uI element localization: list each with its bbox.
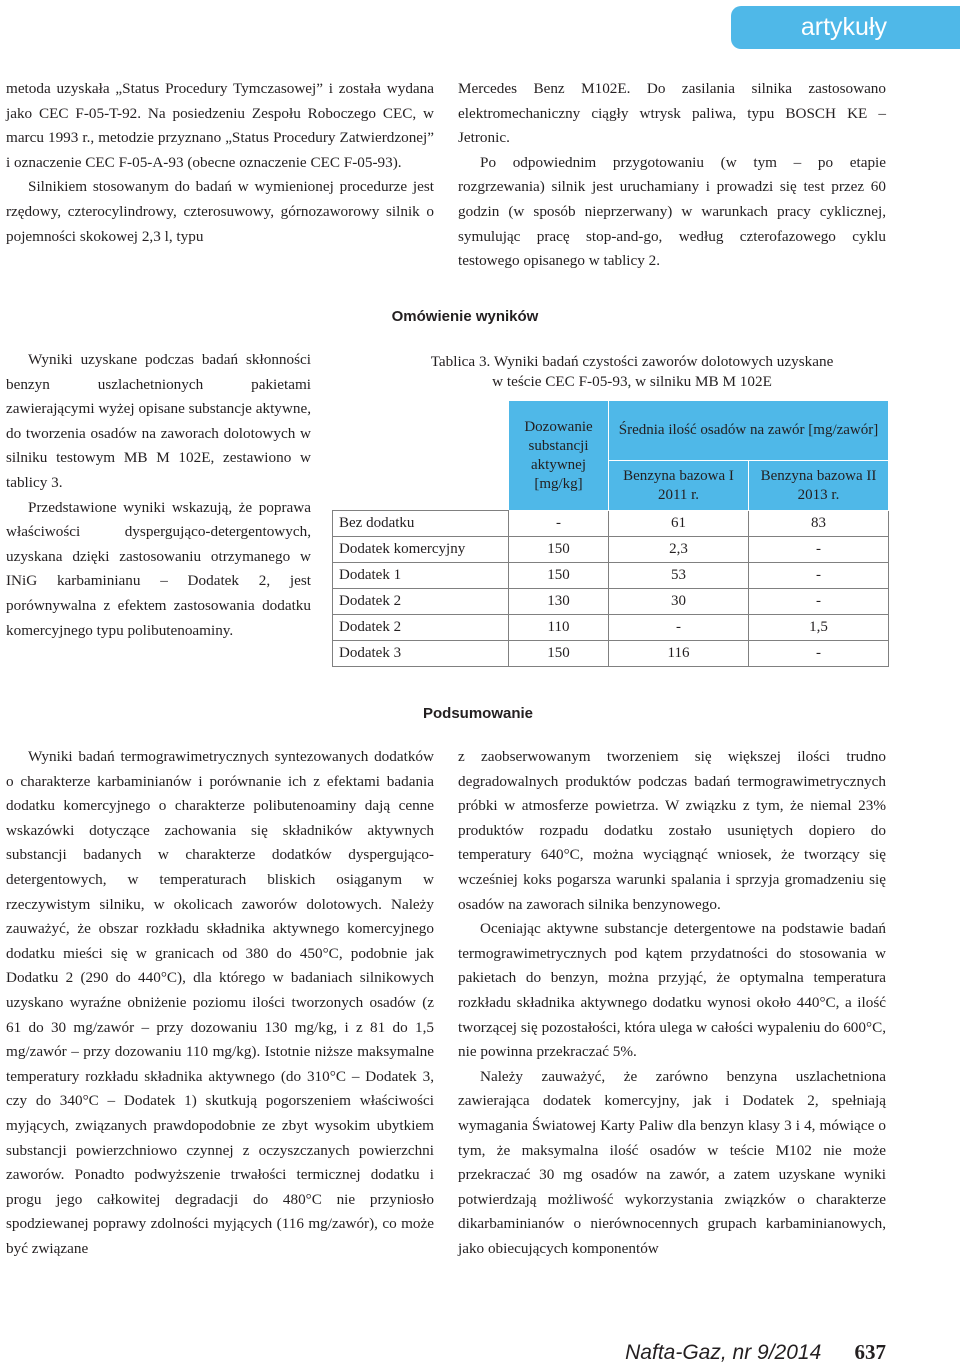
table-row: [333, 615, 889, 641]
row-dose-cell: 110: [509, 615, 609, 641]
summary-left-paragraph: Wyniki badań termograwimetrycznych syntezowanych dodatków o charakterze karbaminianów i porównanie ich z efektami badania dodatku komercyjnego o charakterze polibutenoaminy dają cenne wskazówki dotyczące zachowania się składników aktywnych substancji badanych w charakterze dodatków dyspergująco-detergentowych, w temperaturach bliskich osiąganym w rzeczywistym silniku, w okolicach zaworów dolotowych. Należy zauważyć, że obszar rozkładu składnika aktywnego komercyjnego dodatku mieści się w granicach od 380 do 450°C, podobnie jak Dodatku 2 (290 do 440°C), dla którego w badaniach silnikowych uzyskano wyraźne obniżenie poziomu ilości tworzonych osadów (z 61 do 30 mg/zawór – przy dozowaniu 130 mg/kg, i z 81 do 1,5 mg/zawór – przy dozowaniu 110 mg/kg). Istotnie niższe maksymalne temperatury rozkładu składnika aktywnego (do 310°C – Dodatek 3, czy do 340°C – Dodatek 1) skutkują pogorszeniem właściwości myjących, związanych prawdopodobnie ze zbyt wysokim ubytkiem substancji powierzchniowo czynnej z oczyszczanych powierzchni zaworów. Ponadto podwyższenie trwałości termicznej dodatku i progu jego całkowitej degradacji do 480°C nie przyniosło spodziewanej poprawy zdolności myjących (116 mg/zawór), co może być związane: [6, 748, 434, 1257]
row-dose-cell: -: [509, 511, 609, 537]
row-dose-cell: 150: [509, 641, 609, 667]
row-dose-cell: 130: [509, 589, 609, 615]
results-paragraph: Przedstawione wyniki wskazują, że poprawa właściwości dyspergująco-detergentowych, uzyskana dzięki zastosowaniu otrzymanego w INiG karbaminianu – Dodatek 2, jest porównywalna z efektem zastosowania dodatku komercyjnego typu polibutenoaminy.: [6, 498, 311, 639]
row-base1-cell: 30: [609, 589, 749, 615]
table-corner: [333, 401, 509, 511]
top-left-paragraph: Silnikiem stosowanym do badań w wymienionej procedurze jest rzędowy, czterocylindrowy, czterosuwowy, górnozaworowy silnik o pojemności skokowej 2,3 l, typu: [6, 178, 434, 245]
summary-right-column: [458, 745, 886, 1261]
top-right-paragraph: Mercedes Benz M102E. Do zasilania silnika zastosowano elektromechaniczny ciągły wtrysk paliwa, typu BOSCH KE – Jetronic.: [458, 80, 886, 147]
section-tag: [731, 6, 960, 49]
table-caption-line: w teście CEC F-05-93, w silniku MB M 102E: [492, 373, 772, 390]
table-row: [333, 511, 889, 537]
row-base1-cell: 116: [609, 641, 749, 667]
row-base2-cell: -: [749, 537, 889, 563]
header-base-fuel-1: Benzyna bazowa I 2011 r.: [609, 461, 749, 511]
table-row: [333, 589, 889, 615]
results-table: [332, 400, 889, 667]
row-name-cell: Bez dodatku: [333, 511, 509, 537]
table-row: [333, 537, 889, 563]
summary-right-paragraph: Należy zauważyć, że zarówno benzyna uszlachetniona zawierająca dodatek komercyjny, jak i Dodatek 2, spełniają wymagania Światowej Karty Paliw dla benzyn klasy 3 i 4, mówiące o tym, że maksymalna ilość osadów w teście M102 nie może przekraczać 30 mg osadów na zawór, a zatem uzyskane wyniki potwierdzają możliwość wykorzystania związków o charakterze dikarbaminianów o nierównocennych grupach karbaminianowych, jako obiecujących komponentów: [458, 1067, 886, 1257]
top-left-column: [6, 77, 434, 249]
row-base2-cell: -: [749, 563, 889, 589]
row-base1-cell: 2,3: [609, 537, 749, 563]
row-dose-cell: 150: [509, 563, 609, 589]
summary-right-paragraph: Oceniając aktywne substancje detergentowe na podstawie badań termograwimetrycznych pod kątem przydatności do stosowania w pakietach do benzyn, można przyjąć, że optymalna temperatura rozkładu składnika aktywnego dodatku wynosi około 440°C, a ilość tworzącej się pozostałości, która ulega w całości wypaleniu do 600°C, nie powinna przekraczać 5%.: [458, 920, 886, 1061]
results-paragraph: Wyniki uzyskane podczas badań skłonności benzyn uszlachetnionych pakietami zawierającymi wyżej opisane substancje aktywne, do tworzenia osadów na zaworach dolotowych w silniku testowym MB M 102E, zestawiono w tablicy 3.: [6, 351, 311, 491]
row-name-cell: Dodatek 1: [333, 563, 509, 589]
results-column: [6, 348, 311, 643]
summary-heading: Podsumowanie: [422, 705, 534, 722]
table-caption: [374, 352, 890, 392]
row-name-cell: Dodatek 2: [333, 589, 509, 615]
results-heading: Omówienie wyników: [391, 308, 539, 325]
top-right-column: [458, 77, 886, 274]
row-dose-cell: 150: [509, 537, 609, 563]
row-base2-cell: -: [749, 589, 889, 615]
row-name-cell: Dodatek 3: [333, 641, 509, 667]
table-row: [333, 563, 889, 589]
row-base2-cell: -: [749, 641, 889, 667]
row-base1-cell: 53: [609, 563, 749, 589]
top-left-paragraph: metoda uzyskała „Status Procedury Tymczasowej” i została wydana jako CEC F-05-T-92. Na posiedzeniu Zespołu Roboczego CEC, w marcu 1993 r., metodzie przyznano „Status Procedury Zatwierdzonej” i oznaczenie CEC F-05-A-93 (obecne oznaczenie CEC F-05-93).: [6, 80, 434, 171]
summary-left-column: [6, 745, 434, 1261]
page-footer: [625, 1340, 886, 1365]
header-average-deposits: Średnia ilość osadów na zawór [mg/zawór]: [609, 401, 889, 461]
row-base1-cell: 61: [609, 511, 749, 537]
journal-name: Nafta-Gaz, nr 9/2014: [625, 1341, 822, 1364]
table-body: [333, 511, 889, 667]
header-base-fuel-2: Benzyna bazowa II 2013 r.: [749, 461, 889, 511]
row-base2-cell: 83: [749, 511, 889, 537]
top-right-paragraph: Po odpowiednim przygotowaniu (w tym – po etapie rozgrzewania) silnik jest uruchamiany i prowadzi się test przez 60 godzin (w sposób nieprzerwany) w warunkach pracy cyklicznej, symulując pracę stop-and-go, według czterofazowego cyklu testowego opisanego w tablicy 2.: [458, 153, 886, 270]
table-caption-line: Tablica 3. Wyniki badań czystości zaworów dolotowych uzyskane: [430, 353, 834, 370]
table-row: [333, 641, 889, 667]
section-tag-label: artykuły: [800, 13, 887, 41]
summary-right-paragraph: z zaobserwowanym tworzeniem się większej ilości trudno degradowalnych produktów podczas badań termograwimetrycznych próbki w atmosferze powietrza. W związku z tym, że niemal 23% produktów rozpadu dodatku zostało usuniętych dopiero do temperatury 640°C, można wyciągnąć wniosek, że tworzący się wcześniej koks pogarsza warunki spalania i sprzyja gromadzeniu się osadów na zaworach silnika benzynowego.: [458, 748, 886, 913]
row-name-cell: Dodatek 2: [333, 615, 509, 641]
row-base1-cell: -: [609, 615, 749, 641]
row-name-cell: Dodatek komercyjny: [333, 537, 509, 563]
row-base2-cell: 1,5: [749, 615, 889, 641]
header-dose: Dozowanie substancji aktywnej [mg/kg]: [509, 401, 609, 511]
page-number: 637: [854, 1340, 886, 1364]
